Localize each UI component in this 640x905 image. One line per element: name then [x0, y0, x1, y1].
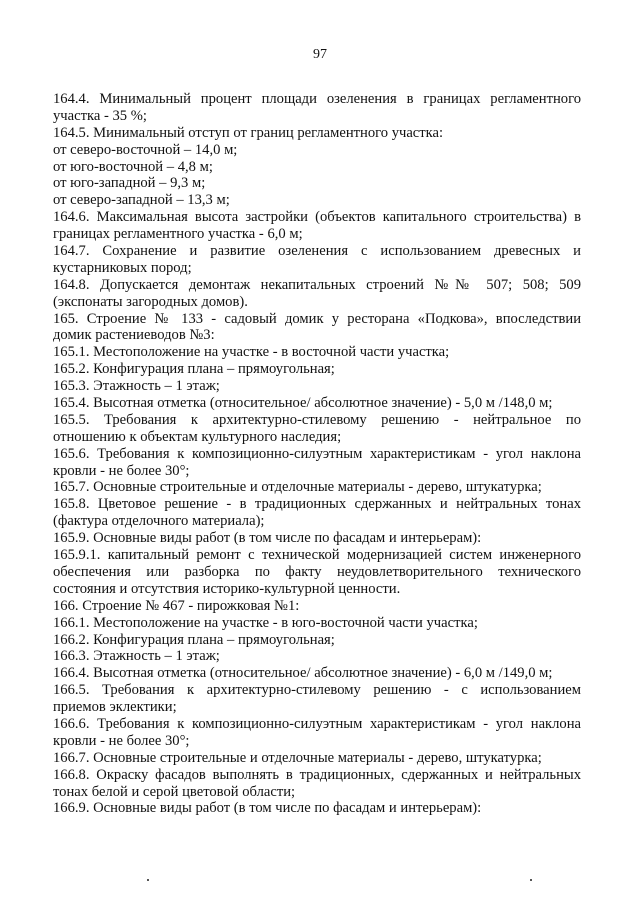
text-line: от северо-западной – 13,3 м;	[53, 192, 230, 209]
text-line: от северо-восточной – 14,0 м;	[53, 141, 238, 158]
text-line: 165.4. Высотная отметка (относительное/ абсолютное значение) - 5,0 м /148,0 м;	[53, 395, 553, 412]
text-line: домик растениеводов №3:	[53, 327, 215, 344]
scan-dot-mark	[530, 879, 532, 881]
document-body	[53, 91, 581, 817]
text-line: кровли - не более 30°;	[53, 732, 190, 749]
text-line: 165.2. Конфигурация плана – прямоугольная;	[53, 361, 335, 378]
text-line: 165.8. Цветовое решение - в традиционных сдержанных и нейтральных тонах	[53, 496, 581, 513]
text-line: 165.9. Основные виды работ (в том числе по фасадам и интерьерам):	[53, 530, 482, 547]
text-line: состояния и отсутствия историко-культурной ценности.	[53, 580, 401, 597]
text-line: (экспонаты загородных домов).	[53, 293, 248, 310]
text-line: от юго-восточной – 4,8 м;	[53, 158, 213, 175]
text-line: 166. Строение № 467 - пирожковая №1:	[53, 597, 300, 614]
text-line: обеспечения или разборка по факту неудовлетворительного технического	[53, 563, 581, 580]
text-line: 165.6. Требования к композиционно-силуэтным характеристикам - угол наклона	[53, 445, 581, 462]
text-line: участка - 35 %;	[53, 107, 147, 124]
text-line: тонах белой и серой цветовой области;	[53, 783, 296, 800]
text-line: (фактура отделочного материала);	[53, 513, 265, 530]
text-line: приемов эклектики;	[53, 699, 177, 716]
text-line: 165.7. Основные строительные и отделочные материалы - дерево, штукатурка;	[53, 479, 542, 496]
text-line: 166.3. Этажность – 1 этаж;	[53, 648, 220, 665]
text-line: 166.1. Местоположение на участке - в юго-восточной части участка;	[53, 614, 478, 631]
text-line: кустарниковых пород;	[53, 259, 192, 276]
text-line: отношению к объектам культурного наследия;	[53, 428, 342, 445]
text-line: 164.5. Минимальный отступ от границ регламентного участка:	[53, 124, 444, 141]
text-line: от юго-западной – 9,3 м;	[53, 175, 206, 192]
text-line: 166.7. Основные строительные и отделочные материалы - дерево, штукатурка;	[53, 749, 542, 766]
text-line: 165.3. Этажность – 1 этаж;	[53, 378, 220, 395]
text-line: 164.6. Максимальная высота застройки (объектов капитального строительства) в	[53, 209, 581, 226]
text-line: 165.5. Требования к архитектурно-стилевому решению - нейтральное по	[53, 411, 581, 428]
text-line: 165.9.1. капитальный ремонт с технической модернизацией систем инженерного	[53, 547, 581, 564]
text-line: 164.4. Минимальный процент площади озеленения в границах регламентного	[53, 91, 581, 107]
text-line: кровли - не более 30°;	[53, 462, 190, 479]
text-line: 166.2. Конфигурация плана – прямоугольная;	[53, 631, 335, 648]
page-number: 97	[313, 47, 327, 62]
text-line: 166.8. Окраску фасадов выполнять в традиционных, сдержанных и нейтральных	[53, 766, 581, 783]
text-line: 165. Строение № 133 - садовый домик у ресторана «Подкова», впоследствии	[53, 310, 581, 327]
scan-dot-mark	[147, 879, 149, 881]
text-line: 164.8. Допускается демонтаж некапитальных строений №№ 507; 508; 509	[53, 276, 581, 293]
text-line: 165.1. Местоположение на участке - в восточной части участка;	[53, 344, 450, 361]
text-line: 166.9. Основные виды работ (в том числе по фасадам и интерьерам):	[53, 800, 482, 817]
text-line: 166.4. Высотная отметка (относительное/ абсолютное значение) - 6,0 м /149,0 м;	[53, 665, 553, 682]
text-line: границах регламентного участка - 6,0 м;	[53, 226, 303, 243]
text-line: 166.5. Требования к архитектурно-стилевому решению - с использованием	[53, 682, 581, 699]
text-line: 164.7. Сохранение и развитие озеленения с использованием древесных и	[53, 243, 581, 260]
text-line: 166.6. Требования к композиционно-силуэтным характеристикам - угол наклона	[53, 715, 581, 732]
